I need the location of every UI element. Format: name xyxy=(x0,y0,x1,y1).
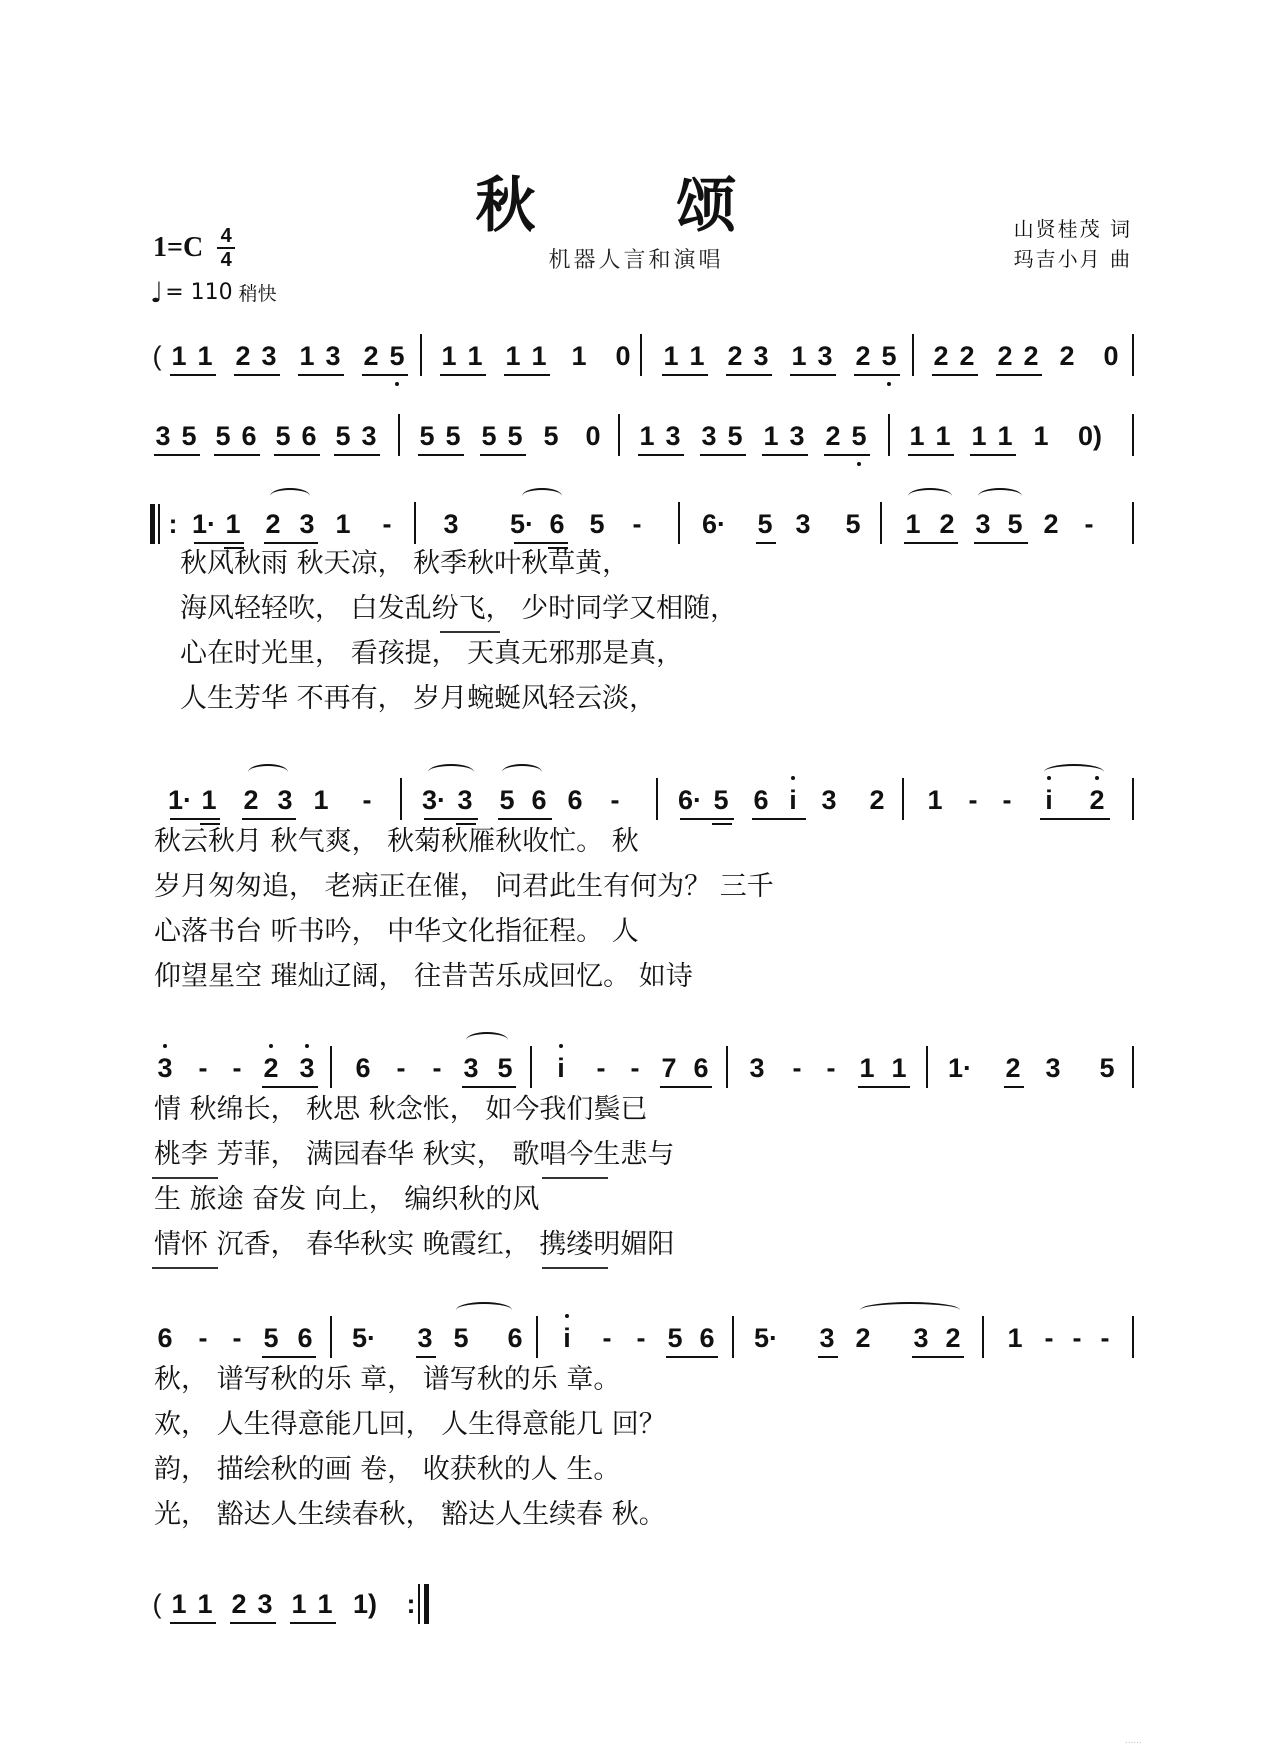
quarter-note-icon: ♩ xyxy=(150,276,164,309)
key-signature xyxy=(153,226,235,270)
lyric-1-3: 心在时光里， 看孩提， 天真无邪那是真， xyxy=(180,638,684,669)
tempo-value: = 110 xyxy=(165,280,233,305)
lyric-1-4: 人生芳华 不再有， 岁月蜿蜒风轻云淡， xyxy=(180,683,657,714)
time-signature xyxy=(217,226,235,270)
song-title: 秋 颂 xyxy=(475,171,797,241)
lyric-2-4: 仰望星空 璀灿辽阔， 往昔苦乐成回忆。 如诗 xyxy=(154,961,693,992)
lyric-3-2: 桃李 芳菲， 满园春华 秋实， 歌唱今生悲与 xyxy=(150,1135,1135,1175)
lyric-1-1: 秋风秋雨 秋天凉， 秋季秋叶秋草黄， xyxy=(180,548,630,579)
verse-notation-3: 3 - - 2 3 6 - - 3 5 i - - 7 6 3 - - 1 1 1· 2 3 5 xyxy=(150,1046,1135,1090)
tempo-marking xyxy=(150,276,277,309)
time-bottom: 4 xyxy=(220,249,232,271)
intro-line-1: ( 1 1 2 3 1 3 2 5 1 1 1 1 1 0 1 1 2 3 1 3 2 5 2 2 2 2 2 0 xyxy=(150,334,1135,378)
coda-line: ( 1 1 2 3 1 1 1) : xyxy=(150,1582,1135,1626)
tempo-mark: 稍快 xyxy=(238,283,277,305)
lyric-1-2: 海风轻轻吹， 白发乱纷飞， 少时同学又相随， xyxy=(150,589,1135,629)
lyric-3-3: 生 旅途 奋发 向上， 编织秋的风 xyxy=(154,1184,540,1215)
verse-notation-1: : 1· 1 2 3 1 - 3 5· 6 5 - 6· 5 3 5 1 2 3 5 2 - xyxy=(150,502,1135,546)
lyricist: 山贤桂茂 词 xyxy=(1013,217,1132,241)
lyric-3-4: 情怀 沉香， 春华秋实 晚霞红， 携缕明媚阳 xyxy=(150,1225,1135,1265)
intro-line-2: 3 5 5 6 5 6 5 3 5 5 5 5 5 0 1 3 3 5 1 3 2 5 1 1 1 1 1 0) xyxy=(150,414,1135,458)
performer: 机器人言和演唱 xyxy=(548,248,724,273)
lyric-4-1: 秋， 谱写秋的乐 章， 谱写秋的乐 章。 xyxy=(154,1364,621,1395)
credits xyxy=(1014,214,1132,274)
lyric-4-3: 韵， 描绘秋的画 卷， 收获秋的人 生。 xyxy=(154,1454,621,1485)
lyric-4-2: 欢， 人生得意能几回， 人生得意能几 回？ xyxy=(154,1409,666,1440)
lyric-2-1: 秋云秋月 秋气爽， 秋菊秋雁秋收忙。 秋 xyxy=(154,826,639,857)
lyric-4-4: 光， 豁达人生续春秋， 豁达人生续春 秋。 xyxy=(154,1499,666,1530)
verse-notation-4: 6 - - 5 6 5· 3 5 6 i - - 5 6 5· 3 2 3 2 1 - - - xyxy=(150,1316,1135,1360)
time-top: 4 xyxy=(220,225,232,247)
composer: 玛吉小月 曲 xyxy=(1013,247,1132,271)
lyric-2-2: 岁月匆匆追， 老病正在催， 问君此生有何为？ 三千 xyxy=(154,871,774,902)
key-label: 1=C xyxy=(153,232,204,263)
lyric-3-1: 情 秋绵长， 秋思 秋念怅， 如今我们鬓已 xyxy=(154,1094,648,1125)
watermark: ...... xyxy=(1124,1736,1142,1746)
verse-notation-2: 1· 1 2 3 1 - 3· 3 5 6 6 - 6· 5 6 i 3 2 1 - - i 2 xyxy=(150,778,1135,822)
lyric-2-3: 心落书台 听书吟， 中华文化指征程。 人 xyxy=(154,916,639,947)
